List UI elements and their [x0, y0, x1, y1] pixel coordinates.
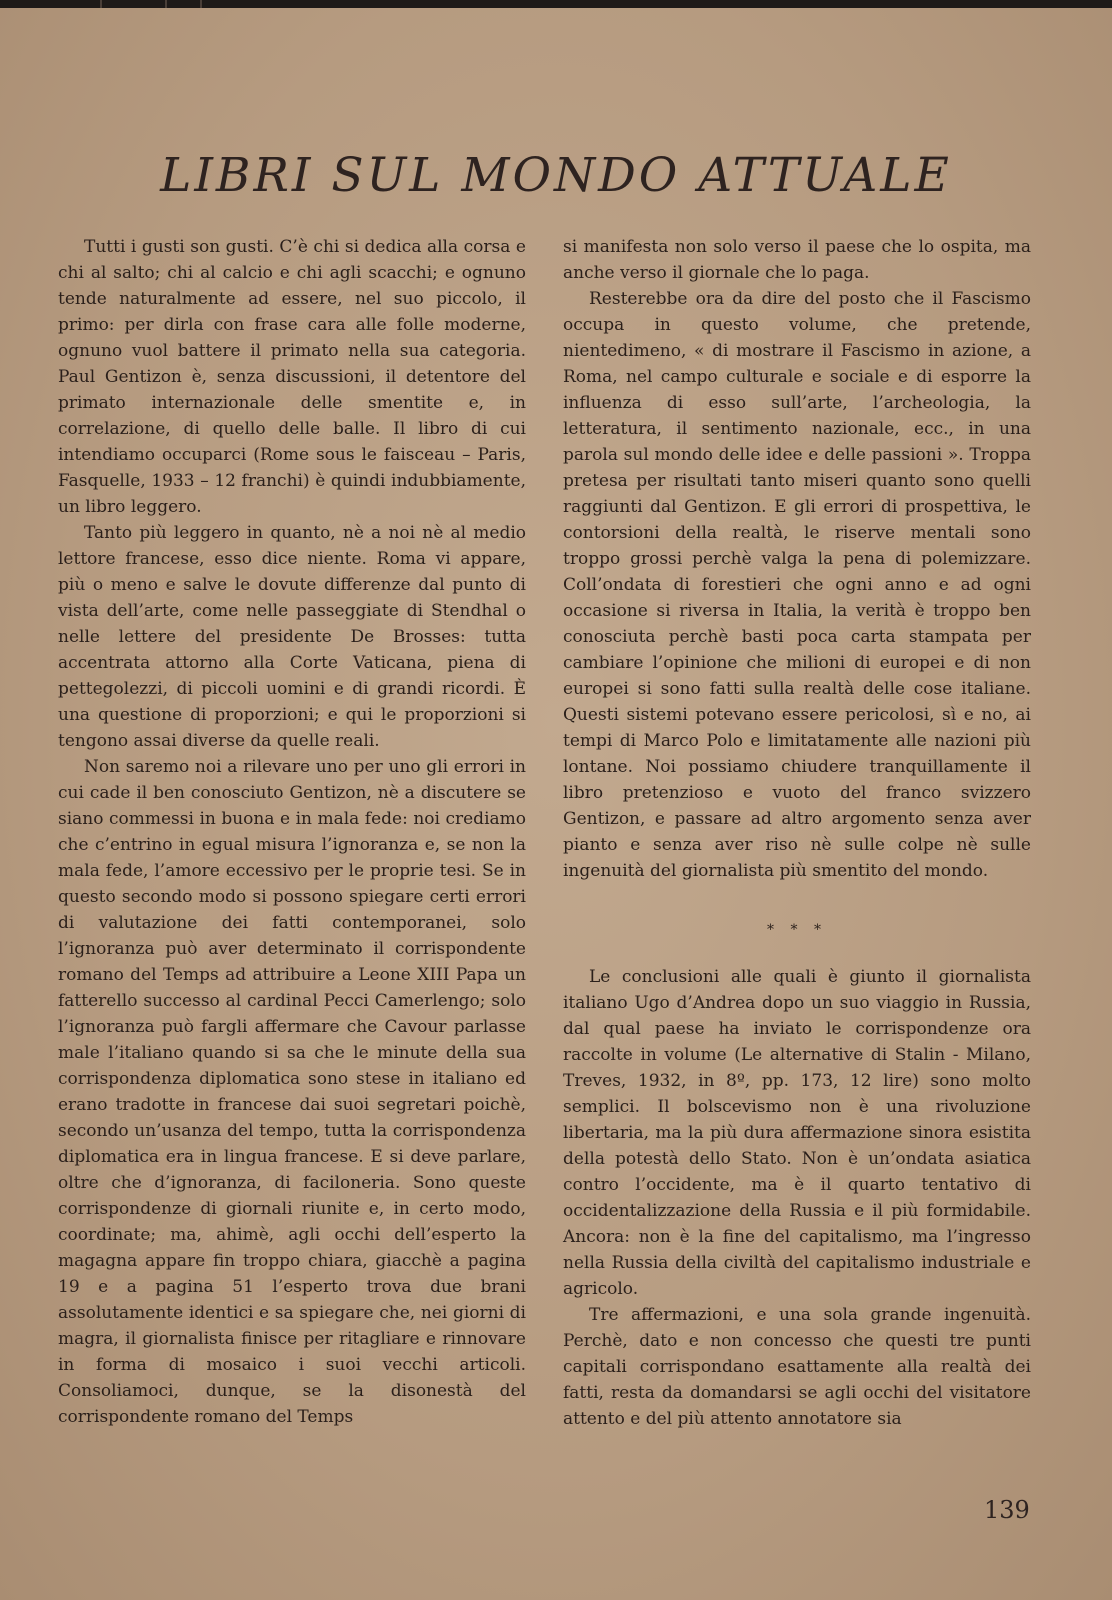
left-column — [58, 234, 526, 1430]
right-column — [563, 234, 1031, 1432]
paragraph: Tutti i gusti son gusti. C’è chi si dedica alla corsa e chi al salto; chi al calcio e chi agli scacchi; e ognuno tende naturalmente ad essere, nel suo piccolo, il primo: per dirla con frase cara alle folle moderne, ognuno vuol battere il primato nella sua categoria. Paul Gentizon è, senza discussioni, il detentore del primato internazionale delle smentite e, in correlazione, di quello delle balle. Il libro di cui intendiamo occuparci (Rome sous le faisceau – Paris, Fasquelle, 1933 – 12 franchi) è quindi indubbiamente, un libro leggero. — [58, 237, 526, 517]
paragraph: Tanto più leggero in quanto, nè a noi nè al medio lettore francese, esso dice niente. Roma vi appare, più o meno e salve le dovute differenze dal punto di vista dell’arte, come nelle passeggiate di Stendhal o nelle lettere del presidente De Brosses: tutta accentrata attorno alla Corte Vaticana, piena di pettegolezzi, di piccoli uomini e di grandi ricordi. È una questione di proporzioni; e qui le proporzioni si tengono assai diverse da quelle reali. — [58, 523, 526, 751]
page-title: LIBRI SUL MONDO ATTUALE — [160, 148, 952, 203]
paragraph: si manifesta non solo verso il paese che lo ospita, ma anche verso il giornale che lo paga. — [563, 237, 1031, 283]
paragraph: Resterebbe ora da dire del posto che il Fascismo occupa in questo volume, che pretende, nientedimeno, « di mostrare il Fascismo in azione, a Roma, nel campo culturale e sociale e di esporre la influenza di esso sull’arte, l’archeologia, la letteratura, il sentimento nazionale, ecc., in una parola sul mondo delle idee e delle passioni ». Troppa pretesa per risultati tanto miseri quanto sono quelli raggiunti dal Gentizon. E gli errori di prospettiva, le contorsioni della realtà, le riserve mentali sono troppo grossi perchè valga la pena di polemizzare. Coll’ondata di forestieri che ogni anno e ad ogni occasione si riversa in Italia, la verità è troppo ben conosciuta perchè basti poca carta stampata per cambiare l’opinione che milioni di europei e di non europei si sono fatti sulla realtà delle cose italiane. Questi sistemi potevano essere pericolosi, sì e no, ai tempi di Marco Polo e limitatamente alle nazioni più lontane. Noi possiamo chiudere tranquillamente il libro pretenzioso e vuoto del franco svizzero Gentizon, e passare ad altro argomento senza aver pianto e senza aver riso nè sulle colpe nè sulle ingenuità del giornalista più smentito del mondo. — [563, 289, 1031, 881]
scan-top-edge — [0, 0, 1112, 8]
paragraph: Non saremo noi a rilevare uno per uno gli errori in cui cade il ben conosciuto Gentizon, nè a discutere se siano commessi in buona e in mala fede: noi crediamo che c’entrino in egual misura l’ignoranza e, se non la mala fede, l’amore eccessivo per le proprie tesi. Se in questo secondo modo si possono spiegare certi errori di valutazione dei fatti contemporanei, solo l’ignoranza può aver determinato il corrispondente romano del Temps ad attribuire a Leone XIII Papa un fatterello successo al cardinal Pecci Camerlengo; solo l’ignoranza può fargli affermare che Cavour parlasse male l’italiano quando si sa che le minute della sua corrispondenza diplomatica sono stese in italiano ed erano tradotte in francese dai suoi segretari poichè, secondo un’usanza del tempo, tutta la corrispondenza diplomatica era in lingua francese. E si deve parlare, oltre che d’ignoranza, di faciloneria. Sono queste corrispondenze di giornali riunite e, in certo modo, coordinate; ma, ahimè, agli occhi dell’esperto la magagna appare fin troppo chiara, giacchè a pagina 19 e a pagina 51 l’esperto trova due brani assolutamente identici e sa spiegare che, nei giorni di magra, il giornalista finisce per ritagliare e rinnovare in forma di mosaico i suoi vecchi articoli. Consoliamoci, dunque, se la disonestà del corrispondente romano del Temps — [58, 757, 526, 1427]
paragraph: Le conclusioni alle quali è giunto il giornalista italiano Ugo d’Andrea dopo un suo viaggio in Russia, dal qual paese ha inviato le corrispondenze ora raccolte in volume (Le alternative di Stalin - Milano, Treves, 1932, in 8º, pp. 173, 12 lire) sono molto semplici. Il bolscevismo non è una rivoluzione libertaria, ma la più dura affermazione sinora esistita della potestà dello Stato. Non è un’ondata asiatica contro l’occidente, ma è il quarto tentativo di occidentalizzazione della Russia e il più formidabile. Ancora: non è la fine del capitalismo, ma l’ingresso nella Russia della civiltà del capitalismo industriale e agricolo. — [563, 967, 1031, 1299]
paragraph: Tre affermazioni, e una sola grande ingenuità. Perchè, dato e non concesso che questi tre punti capitali corrispondano esattamente alla realtà dei fatti, resta da domandarsi se agli occhi del visitatore attento e del più attento annotatore sia — [563, 1305, 1031, 1429]
section-separator: * * * — [767, 922, 827, 938]
page-number: 139 — [984, 1496, 1030, 1524]
